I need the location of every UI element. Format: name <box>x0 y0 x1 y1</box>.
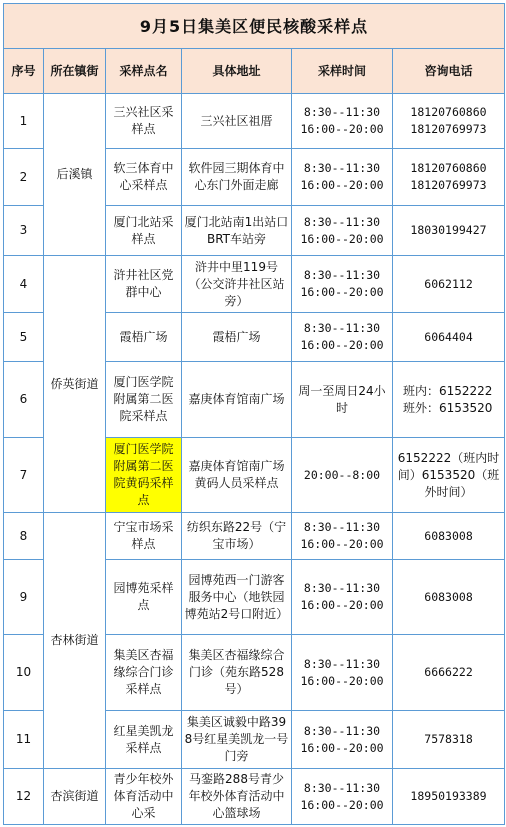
row-seq: 2 <box>4 149 44 206</box>
header-row <box>4 49 505 94</box>
site-phone: 18120760860 18120769973 <box>393 149 505 206</box>
site-name: 浒井社区党群中心 <box>106 256 182 313</box>
site-phone: 18120760860 18120769973 <box>393 94 505 149</box>
site-address: 软件园三期体育中心东门外面走廊 <box>182 149 292 206</box>
site-phone: 6083008 <box>393 560 505 635</box>
site-address: 嘉庚体育馆南广场黄码人员采样点 <box>182 438 292 513</box>
site-phone: 6666222 <box>393 635 505 711</box>
site-name: 软三体育中心采样点 <box>106 149 182 206</box>
site-time: 8:30--11:30 16:00--20:00 <box>292 635 393 711</box>
site-time: 8:30--11:30 16:00--20:00 <box>292 711 393 769</box>
site-address: 霞梧广场 <box>182 313 292 362</box>
site-time: 20:00--8:00 <box>292 438 393 513</box>
site-phone: 7578318 <box>393 711 505 769</box>
town-cell: 杏滨街道 <box>44 769 106 825</box>
site-name: 宁宝市场采样点 <box>106 513 182 560</box>
row-seq: 1 <box>4 94 44 149</box>
row-seq: 12 <box>4 769 44 825</box>
site-name: 厦门北站采样点 <box>106 206 182 256</box>
site-time: 8:30--11:30 16:00--20:00 <box>292 313 393 362</box>
site-name: 三兴社区采样点 <box>106 94 182 149</box>
site-name: 厦门医学院附属第二医院采样点 <box>106 362 182 438</box>
town-cell: 侨英街道 <box>44 256 106 513</box>
site-address: 园博苑西一门游客服务中心（地铁园博苑站2号口附近） <box>182 560 292 635</box>
site-phone: 18030199427 <box>393 206 505 256</box>
site-name-highlighted: 厦门医学院附属第二医院黄码采样点 <box>106 438 182 513</box>
site-time: 8:30--11:30 16:00--20:00 <box>292 769 393 825</box>
site-time: 8:30--11:30 16:00--20:00 <box>292 560 393 635</box>
town-cell: 杏林街道 <box>44 513 106 769</box>
header-phone: 咨询电话 <box>393 49 505 94</box>
site-name: 集美区杏福缘综合门诊采样点 <box>106 635 182 711</box>
site-time: 8:30--11:30 16:00--20:00 <box>292 149 393 206</box>
site-name: 园博苑采样点 <box>106 560 182 635</box>
header-address: 具体地址 <box>182 49 292 94</box>
site-name: 青少年校外体育活动中心采 <box>106 769 182 825</box>
site-time: 周一至周日24小时 <box>292 362 393 438</box>
row-seq: 3 <box>4 206 44 256</box>
header-seq: 序号 <box>4 49 44 94</box>
site-address: 厦门北站南1出站口BRT车站旁 <box>182 206 292 256</box>
sampling-sites-table <box>3 3 505 825</box>
site-time: 8:30--11:30 16:00--20:00 <box>292 94 393 149</box>
row-seq: 10 <box>4 635 44 711</box>
row-seq: 11 <box>4 711 44 769</box>
site-address: 集美区杏福缘综合门诊（苑东路528号） <box>182 635 292 711</box>
site-address: 集美区诚毅中路398号红星美凯龙一号门旁 <box>182 711 292 769</box>
row-seq: 6 <box>4 362 44 438</box>
page-title: 9月5日集美区便民核酸采样点 <box>4 4 505 49</box>
site-phone: 6064404 <box>393 313 505 362</box>
town-cell: 后溪镇 <box>44 94 106 256</box>
site-phone: 6083008 <box>393 513 505 560</box>
table-row <box>4 513 505 560</box>
site-phone: 6062112 <box>393 256 505 313</box>
site-time: 8:30--11:30 16:00--20:00 <box>292 206 393 256</box>
header-site: 采样点名 <box>106 49 182 94</box>
site-time: 8:30--11:30 16:00--20:00 <box>292 513 393 560</box>
site-address: 嘉庚体育馆南广场 <box>182 362 292 438</box>
table-row <box>4 769 505 825</box>
site-phone: 6152222（班内时间）6153520（班外时间） <box>393 438 505 513</box>
site-address: 浒井中里119号（公交浒井社区站旁） <box>182 256 292 313</box>
row-seq: 4 <box>4 256 44 313</box>
site-address: 马銮路288号青少年校外体育活动中心篮球场 <box>182 769 292 825</box>
site-name: 红星美凯龙采样点 <box>106 711 182 769</box>
site-time: 8:30--11:30 16:00--20:00 <box>292 256 393 313</box>
site-address: 三兴社区祖厝 <box>182 94 292 149</box>
row-seq: 8 <box>4 513 44 560</box>
header-time: 采样时间 <box>292 49 393 94</box>
site-name: 霞梧广场 <box>106 313 182 362</box>
header-town: 所在镇街 <box>44 49 106 94</box>
table-row <box>4 94 505 149</box>
site-phone: 班内：6152222 班外：6153520 <box>393 362 505 438</box>
row-seq: 9 <box>4 560 44 635</box>
site-address: 纺织东路22号（宁宝市场） <box>182 513 292 560</box>
site-phone: 18950193389 <box>393 769 505 825</box>
row-seq: 5 <box>4 313 44 362</box>
table-row <box>4 256 505 313</box>
row-seq: 7 <box>4 438 44 513</box>
